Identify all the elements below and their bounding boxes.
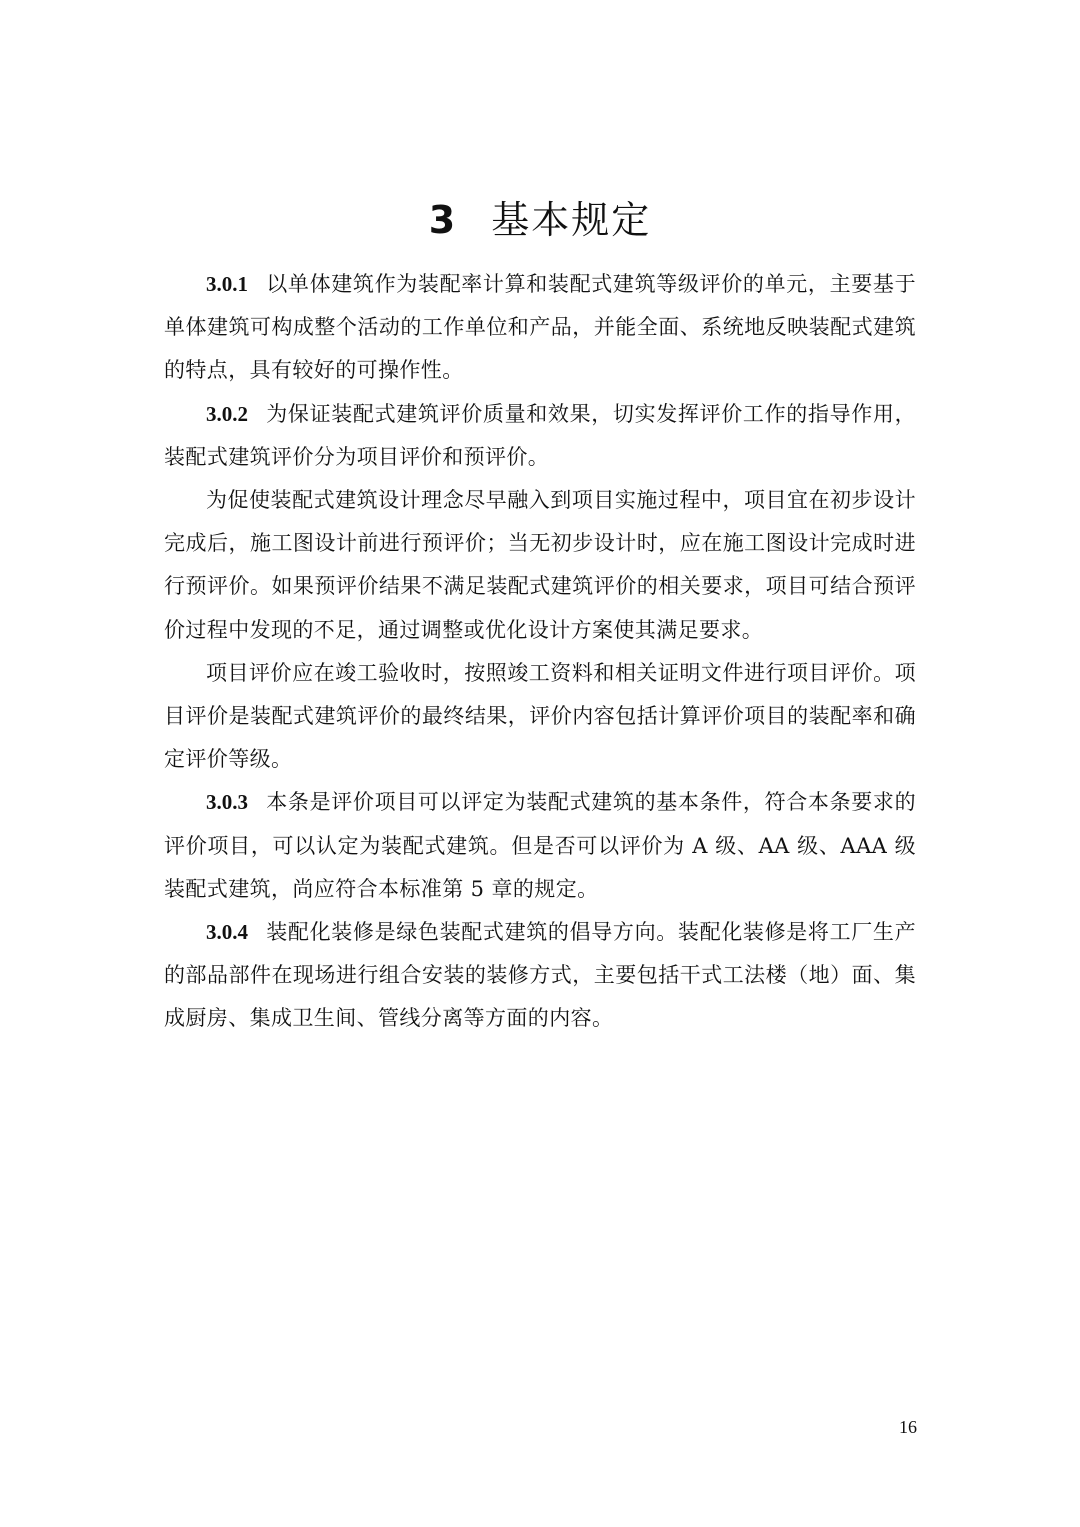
clause-number: 3.0.4	[206, 920, 248, 945]
paragraph-text: 为促使装配式建筑设计理念尽早融入到项目实施过程中，项目宜在初步设计完成后，施工图设计前进行预评价；当无初步设计时，应在施工图设计完成时进行预评价。如果预评价结果不满足装配式建筑评价的相关要求，项目可结合预评价过程中发现的不足，通过调整或优化设计方案使其满足要求。	[164, 488, 916, 642]
paragraph-text: 项目评价应在竣工验收时，按照竣工资料和相关证明文件进行项目评价。项目评价是装配式建筑评价的最终结果，评价内容包括计算评价项目的装配率和确定评价等级。	[164, 660, 916, 772]
clause-3-0-4-paragraph	[164, 911, 916, 1041]
body-text	[164, 263, 916, 1041]
clause-number: 3.0.1	[206, 272, 248, 296]
paragraph-text: 为保证装配式建筑评价质量和效果，切实发挥评价工作的指导作用，装配式建筑评价分为项目评价和预评价。	[164, 401, 916, 469]
paragraph-text: 装配化装修是绿色装配式建筑的倡导方向。装配化装修是将工厂生产的部品部件在现场进行组合安装的装修方式，主要包括干式工法楼（地）面、集成厨房、集成卫生间、管线分离等方面的内容。	[164, 920, 916, 1031]
chapter-title	[0, 192, 1080, 248]
chapter-number: 3	[428, 198, 458, 242]
pre-evaluation-paragraph	[164, 479, 916, 652]
chapter-name: 基本规定	[491, 198, 652, 242]
project-evaluation-paragraph	[164, 652, 916, 782]
page-number: 16	[899, 1417, 917, 1437]
clause-number: 3.0.2	[206, 401, 248, 426]
clause-3-0-2-paragraph	[164, 393, 916, 479]
clause-3-0-3-paragraph	[164, 781, 916, 911]
clause-3-0-1-paragraph	[164, 263, 916, 393]
paragraph-text: 以单体建筑作为装配率计算和装配式建筑等级评价的单元，主要基于单体建筑可构成整个活动的工作单位和产品，并能全面、系统地反映装配式建筑的特点，具有较好的可操作性。	[164, 272, 916, 383]
clause-number: 3.0.3	[206, 790, 248, 815]
paragraph-text: 本条是评价项目可以评定为装配式建筑的基本条件，符合本条要求的评价项目，可以认定为装配式建筑。但是否可以评价为 A 级、AA 级、AAA 级装配式建筑，尚应符合本标准第 5 章的规定。	[164, 790, 916, 901]
